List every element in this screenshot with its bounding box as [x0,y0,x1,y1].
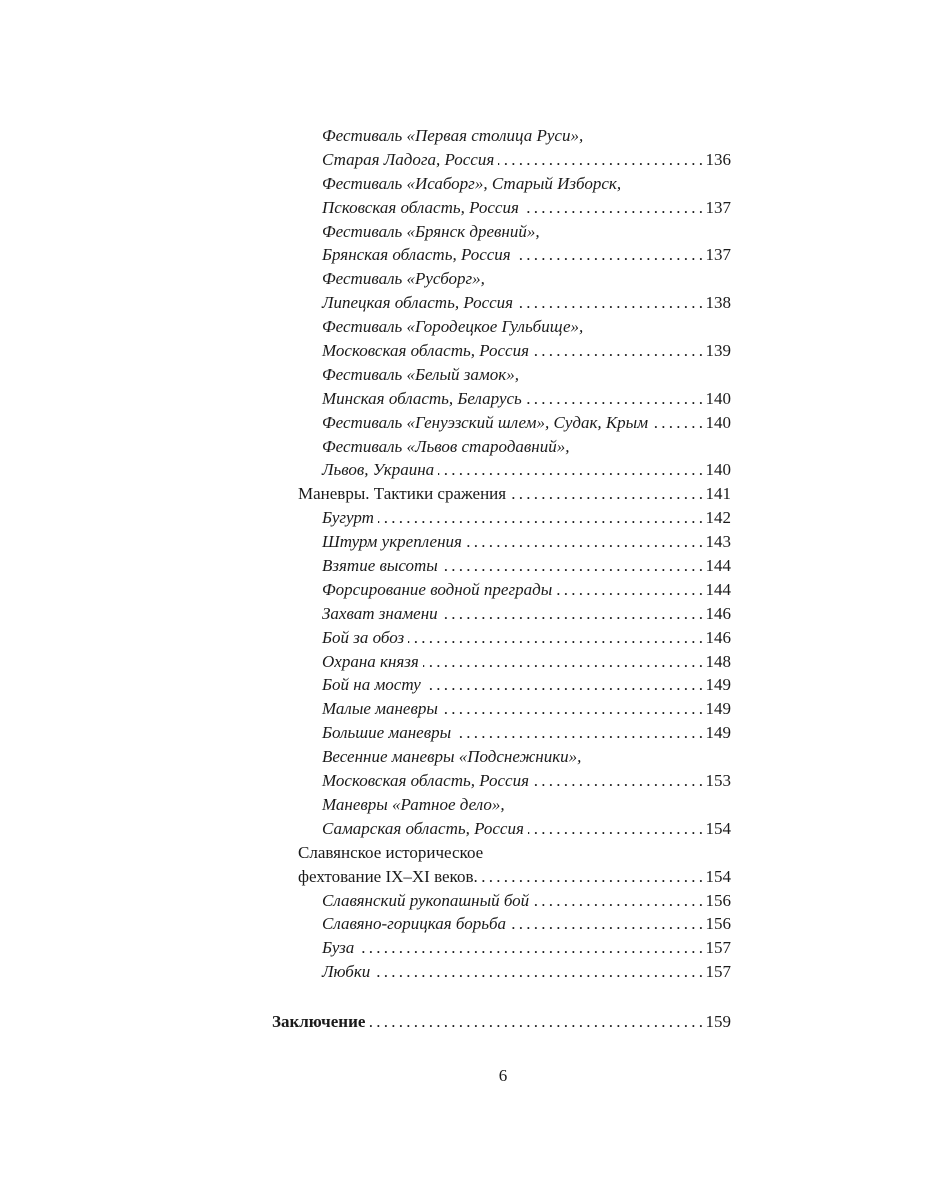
toc-page-number: 141 [705,484,731,504]
toc-entry-title: Фестиваль «Русборг», [322,269,485,289]
toc-entry-title: Захват знамени [322,603,438,623]
toc-line [272,554,731,578]
dot-leader [523,196,703,220]
dot-leader [498,148,702,172]
toc-line [272,291,731,315]
toc-entry-title: Бугурт [322,508,374,528]
toc-entry-title: Фестиваль «Львов стародавний», [322,436,570,456]
toc-line [272,196,731,220]
toc-page-number: 137 [705,245,731,265]
toc-line [272,435,731,459]
toc-line [272,172,731,196]
dot-leader [510,912,702,936]
toc-entry [272,315,731,363]
dot-leader [515,243,703,267]
dot-leader [526,387,703,411]
toc-line [272,124,731,148]
dot-leader [423,650,703,674]
toc-entry [272,889,731,913]
toc-entry [272,482,731,506]
toc-page-number: 137 [705,197,731,217]
toc-entry-title: Московская область, Россия [322,341,529,361]
toc-entry-title: Фестиваль «Первая столица Руси», [322,126,584,145]
toc-entry [272,960,731,984]
toc-page-number: 154 [705,818,731,838]
toc-entry-title: Взятие высоты [322,556,438,576]
toc-line [272,865,731,889]
toc-line [272,243,731,267]
dot-leader [408,626,702,650]
toc-line [272,482,731,506]
dot-leader [466,530,703,554]
toc-line [272,745,731,769]
toc-line [272,912,731,936]
spacer [272,984,731,1010]
toc-line [272,841,731,865]
toc-line [272,267,731,291]
toc-entry [272,650,731,674]
toc-page-number: 136 [705,149,731,169]
toc-entry-title: Славяно-горицкая борьба [322,914,507,934]
toc-entry [272,530,731,554]
toc-entry-title: Минская область, Беларусь [322,388,522,408]
toc-page-number: 154 [705,866,731,886]
toc-entry-title: Липецкая область, Россия [322,293,514,313]
dot-leader [378,506,703,530]
toc-entry-title: Славянское историческое [298,842,484,862]
toc-entry [272,912,731,936]
dot-leader [510,482,702,506]
toc-line [272,387,731,411]
toc-entry [272,554,731,578]
toc-entry [272,578,731,602]
toc-entry-title: Самарская область, Россия [322,818,524,838]
dot-leader [533,769,703,793]
toc-entry-title: Штурм укрепления [322,532,462,552]
toc-page-number: 148 [705,651,731,671]
toc-line [272,220,731,244]
toc-page-number: 157 [705,962,731,982]
toc-line [272,530,731,554]
toc-page-number: 139 [705,341,731,361]
toc-entry-title: Фестиваль «Исаборг», Старый Изборск, [322,173,622,193]
dot-leader [652,411,702,435]
toc-entry [272,936,731,960]
toc-page-number: 142 [705,508,731,528]
toc-entry [272,411,731,435]
toc-line [272,960,731,984]
dot-leader [455,721,702,745]
table-of-contents [272,124,731,1034]
toc-entry [272,841,731,889]
toc-entry-title: Старая Ладога, Россия [322,149,495,169]
toc-entry-title: Бой на мосту [322,675,421,695]
toc-entry-title: фехтование IX–XI веков. [298,866,478,886]
toc-entry [272,984,731,1034]
toc-page-number: 144 [705,579,731,599]
toc-entry [272,172,731,220]
toc-page-number: 146 [705,603,731,623]
toc-entry-title: Фестиваль «Брянск древний», [322,221,540,241]
toc-entry-title: Московская область, Россия [322,771,529,791]
toc-entry-title: Охрана князя [322,651,419,671]
toc-line [272,315,731,339]
dot-leader [533,339,703,363]
toc-entry-title: Фестиваль «Городецкое Гульбище», [322,317,584,337]
toc-entry-title: Маневры «Ратное дело», [322,794,505,814]
toc-line [272,721,731,745]
toc-page-number: 140 [705,460,731,480]
dot-leader [517,291,702,315]
toc-entry-title: Форсирование водной преграды [322,579,553,599]
toc-line [272,769,731,793]
toc-entry-title: Славянский рукопашный бой [322,890,530,910]
dot-leader [528,817,703,841]
toc-page-number: 149 [705,699,731,719]
dot-leader [369,1010,702,1034]
toc-page-number: 156 [705,890,731,910]
toc-entry [272,435,731,483]
toc-page-number: 159 [705,1012,731,1032]
toc-line [272,936,731,960]
dot-leader [358,936,702,960]
toc-entry [272,602,731,626]
toc-entry-title: Весенние маневры «Подснежники», [322,747,582,767]
toc-page-number: 156 [705,914,731,934]
toc-entry-title: Заключение [272,1012,366,1032]
toc-page-number: 157 [705,938,731,958]
toc-entry [272,793,731,841]
toc-line [272,411,731,435]
dot-leader [533,889,702,913]
toc-entry-title: Буза [322,938,355,958]
toc-line [272,793,731,817]
toc-entry-title: Бой за обоз [322,627,405,647]
toc-line [272,602,731,626]
toc-entry [272,506,731,530]
toc-entry-title: Любки [322,962,371,982]
toc-entry [272,220,731,268]
toc-page-number: 146 [705,627,731,647]
toc-entry-title: Брянская область, Россия [322,245,511,265]
toc-page-number: 140 [705,412,731,432]
toc-line [272,1010,731,1034]
dot-leader [482,865,703,889]
toc-page-number: 138 [705,293,731,313]
toc-entry [272,626,731,650]
toc-page-number: 144 [705,556,731,576]
toc-page-number: 153 [705,771,731,791]
toc-entry [272,267,731,315]
dot-leader [442,554,703,578]
toc-line [272,697,731,721]
toc-entry-title: Маневры. Тактики сражения [298,484,507,504]
dot-leader [374,960,702,984]
dot-leader [556,578,702,602]
toc-page-number: 149 [705,675,731,695]
dot-leader [438,458,702,482]
toc-line [272,148,731,172]
toc-page-number: 140 [705,388,731,408]
dot-leader [425,673,703,697]
toc-entry [272,363,731,411]
page-number: 6 [498,1066,508,1085]
toc-entry-title: Большие маневры [322,723,452,743]
toc-entry [272,745,731,793]
dot-leader [442,602,703,626]
toc-line [272,650,731,674]
toc-line [272,817,731,841]
toc-page-number: 143 [705,532,731,552]
toc-line [272,363,731,387]
toc-entry-title: Фестиваль «Генуэзский шлем», Судак, Крым [322,412,649,432]
toc-entry [272,124,731,172]
toc-entry-title: Львов, Украина [322,460,435,480]
toc-entry [272,721,731,745]
toc-line [272,578,731,602]
toc-line [272,673,731,697]
dot-leader [442,697,703,721]
toc-line [272,506,731,530]
toc-line [272,339,731,363]
toc-line [272,889,731,913]
toc-line [272,458,731,482]
toc-entry [272,697,731,721]
toc-entry-title: Малые маневры [322,699,438,719]
toc-entry [272,673,731,697]
toc-page-number: 149 [705,723,731,743]
toc-entry-title: Псковская область, Россия [322,197,519,217]
toc-entry-title: Фестиваль «Белый замок», [322,364,519,384]
toc-line [272,626,731,650]
